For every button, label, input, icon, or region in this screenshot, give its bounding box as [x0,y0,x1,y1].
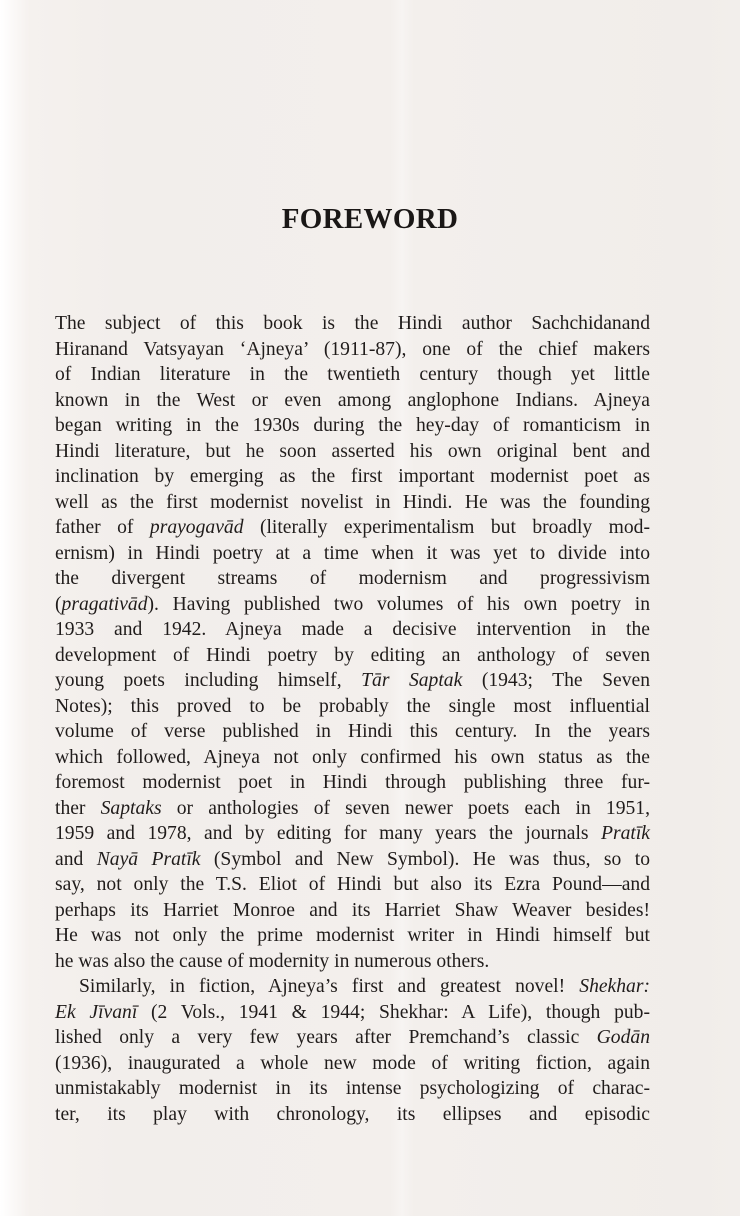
text-line [55,337,650,363]
text-line [55,643,650,669]
text-line [55,821,650,847]
paragraph-1 [55,311,650,974]
text-line [55,439,650,465]
text-run: (1943; The Seven [462,670,651,691]
text-run: ther [55,797,101,819]
page-title: FOREWORD [281,203,459,235]
foreword-body [55,311,650,1127]
text-run: inclination by emerging as the first important modernist poet as [55,466,650,487]
text-run: Notes); this proved to be probably the single most influential [55,695,650,717]
text-run: or anthologies of seven newer poets each in 1951, [161,797,650,819]
text-run: and [55,848,97,870]
text-line [55,796,650,822]
text-line [55,1076,650,1102]
text-run: (2 Vols., 1941 & 1944; Shekhar: A Life), though pub- [137,1001,650,1023]
text-run: ter, its play with chronology, its ellipses and episodic [55,1103,650,1125]
italic-term: Nayā Pratīk [96,848,201,870]
text-run: ( [55,593,62,615]
text-line [55,745,650,771]
italic-term: prayogavād [149,517,244,538]
text-run: well as the first modernist novelist in Hindi. He was the founding [55,491,650,513]
text-run: young poets including himself, [55,670,362,691]
text-line [55,898,650,924]
text-line [55,668,650,694]
text-line [55,541,650,567]
text-run: which followed, Ajneya not only confirmed his own status as the [55,746,650,768]
text-run: (1936), inaugurated a whole new mode of writing fiction, again [55,1052,650,1074]
text-run: (literally experimentalism but broadly mod- [243,517,650,538]
text-line [55,1025,650,1051]
text-line [55,694,650,720]
italic-term: Pratīk [601,823,650,844]
text-run: lished only a very few years after Premchand’s classic [55,1027,597,1048]
text-line [55,949,650,975]
text-run: Hindi literature, but he soon asserted his own original bent and [55,440,650,462]
text-run: ernism) in Hindi poetry at a time when it was yet to divide into [55,542,650,564]
paragraph-2 [55,974,650,1127]
text-run: development of Hindi poetry by editing an anthology of seven [55,644,650,666]
text-line [55,592,650,618]
text-line [55,719,650,745]
text-run: known in the West or even among anglophone Indians. Ajneya [55,389,650,411]
text-run: 1933 and 1942. Ajneya made a decisive intervention in the [55,619,650,640]
text-line [55,566,650,592]
text-line [55,464,650,490]
text-run: Similarly, in fiction, Ajneya’s first and greatest novel! [79,976,580,997]
text-line [55,1102,650,1128]
italic-term: Shekhar: [579,976,650,997]
text-run: (Symbol and New Symbol). He was thus, so to [200,848,650,870]
text-run: began writing in the 1930s during the hey-day of romanticism in [55,415,650,436]
text-line [55,770,650,796]
text-line [55,872,650,898]
text-run: say, not only the T.S. Eliot of Hindi but also its Ezra Pound—and [55,874,650,895]
text-line [55,974,650,1000]
text-run: 1959 and 1978, and by editing for many years the journals [55,823,602,844]
text-line [55,311,650,337]
text-line [55,1000,650,1026]
text-run: foremost modernist poet in Hindi through publishing three fur- [55,772,650,793]
text-run: Hiranand Vatsyayan ‘Ajneya’ (1911-87), one of the chief makers [55,338,650,360]
text-line [55,413,650,439]
italic-term: Saptaks [100,797,162,819]
text-line [55,923,650,949]
text-run: he was also the cause of modernity in numerous others. [55,950,490,972]
italic-term: Godān [596,1027,650,1048]
text-run: of Indian literature in the twentieth century though yet little [55,364,650,385]
text-line [55,847,650,873]
italic-term: pragativād [61,593,148,615]
text-line [55,388,650,414]
text-line [55,490,650,516]
text-line [55,1051,650,1077]
text-run: volume of verse published in Hindi this century. In the years [55,721,650,742]
text-run: perhaps its Harriet Monroe and its Harriet Shaw Weaver besides! [55,899,650,921]
text-run: He was not only the prime modernist writer in Hindi himself but [55,925,650,946]
italic-term: Tār Saptak [361,670,463,691]
text-run: father of [55,517,150,538]
text-run: the divergent streams of modernism and progressivism [55,568,650,589]
text-line [55,362,650,388]
text-line [55,515,650,541]
text-line [55,617,650,643]
text-run: The subject of this book is the Hindi author Sachchidanand [55,313,650,334]
italic-term: Ek Jīvanī [55,1001,138,1023]
text-run: unmistakably modernist in its intense psychologizing of charac- [55,1078,650,1099]
text-run: ). Having published two volumes of his own poetry in [147,593,650,615]
